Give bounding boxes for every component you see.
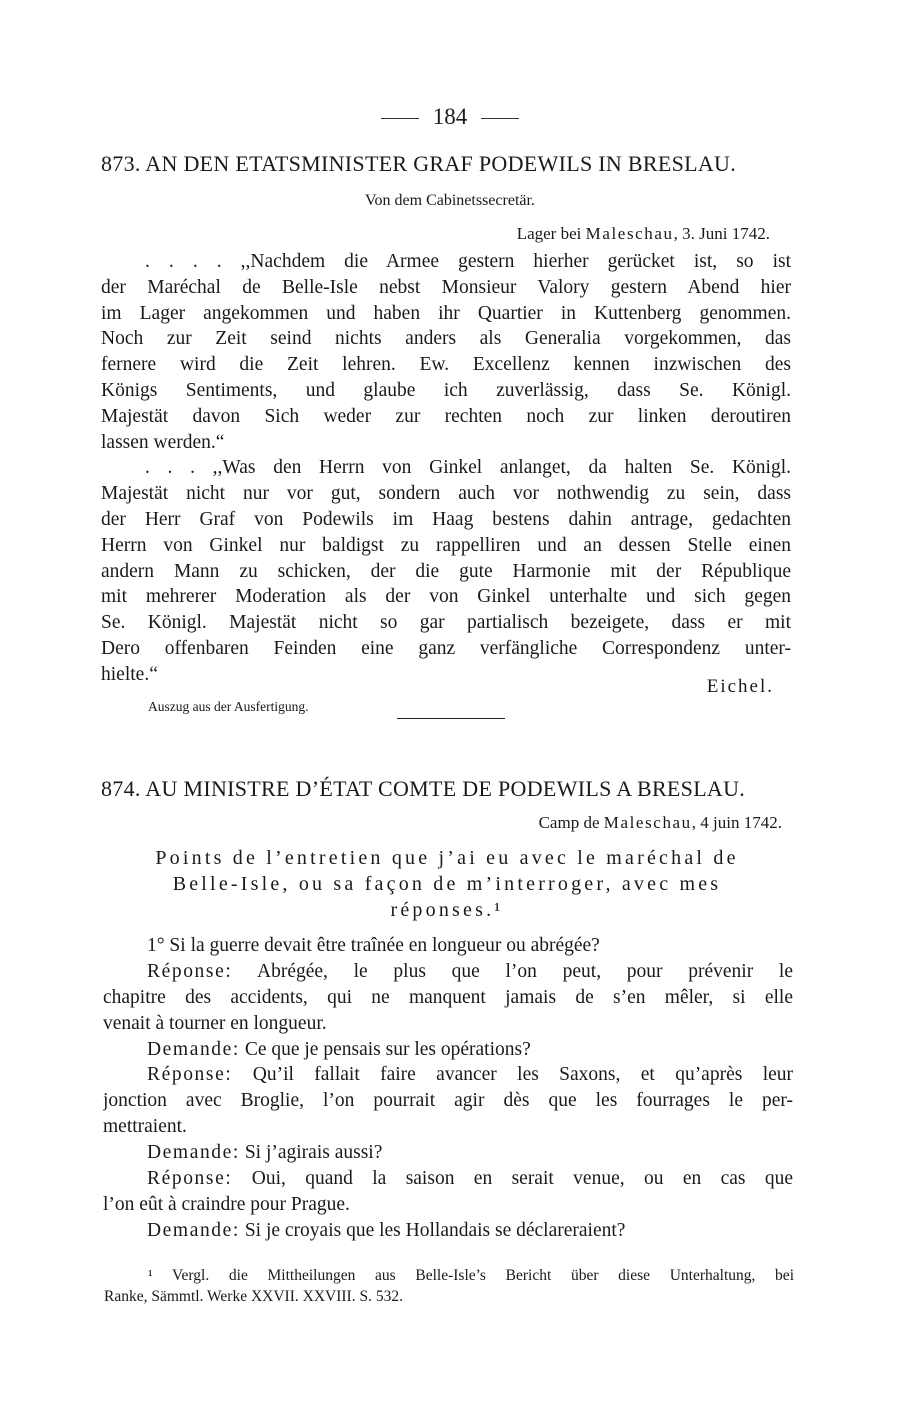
letter-873-heading: 873. AN DEN ETATSMINISTER GRAF PODEWILS IN BRESLAU. [101,151,737,176]
body-line: lassen werden.“ [101,431,225,453]
letter-873-signature: Eichel. [706,676,774,697]
page-number [0,104,900,130]
letter-874-heading: 874. AU MINISTRE D’ÉTAT COMTE DE PODEWILS A BRESLAU. [101,776,746,801]
letter-874-title [101,845,793,923]
item-text: la guerre devait être traînée en longueur ou abrégée? [190,935,600,956]
item-text: Si je croyais que les Hollandais se déclareraient? [244,1219,626,1241]
qa-line [103,1114,793,1140]
dateline-place: Maleschau [585,224,674,243]
qa-line [103,1192,793,1218]
body-line: Dero offenbaren Feinden eine ganz verfängliche Correspondenz unter- [101,637,791,659]
dateline-prefix: Lager bei [516,224,582,243]
title-line: Belle-Isle, ou sa façon de m’interroger, avec mes [172,873,722,895]
letter-873-from: Von dem Cabinetssecretär. [365,192,535,209]
letter-873-body [101,249,791,688]
qa-line [103,959,793,985]
page-number-text: 184 [432,104,468,129]
qa-line [103,933,793,959]
body-line: Noch zur Zeit seind nichts anders als Generalia vorgekommen, das [101,328,791,350]
letter-873-dateline [517,224,770,244]
dateline-prefix: Camp de [538,813,600,832]
qa-line [103,985,793,1011]
body-line: . . . ,,Was den Herrn von Ginkel anlanget, da halten Se. Königl. [145,457,791,479]
item-text: Qu’il fallait faire avancer les Saxons, et qu’après leur [252,1064,793,1086]
qa-line [103,1218,793,1244]
body-line: andern Mann zu schicken, der die gute Harmonie mit der République [101,560,791,582]
dateline-suffix: , 4 juin 1742. [691,813,782,832]
dateline-place: Maleschau [603,813,692,832]
item-label: Réponse: [147,1168,233,1190]
body-line: im Lager angekommen und haben ihr Quartier in Kuttenberg genommen. [101,302,791,324]
item-text: Oui, quand la saison en serait venue, ou en cas que [251,1168,793,1190]
item-label: Réponse: [147,960,233,982]
item-text: Abrégée, le plus que l’on peut, pour prévenir le [257,960,793,982]
footnote-line: Ranke, Sämmtl. Werke XXVII. XXVIII. S. 532. [104,1288,403,1305]
body-line: hielte.“ [101,663,158,685]
body-line: . . . . ,,Nachdem die Armee gestern hierher gerücket ist, so ist [145,251,791,272]
footnote-line: ¹ Vergl. die Mittheilungen aus Belle-Isle’s Bericht über diese Unterhaltung, bei [148,1267,794,1284]
page-number-dash-left [381,118,419,119]
dateline-suffix: , 3. Juni 1742. [673,224,770,243]
letter-874-body [103,933,793,1244]
body-line: der Herr Graf von Podewils im Haag bestens dahin antrage, gedachten [101,508,791,530]
qa-line [103,1011,793,1037]
body-line: Königs Sentiments, und glaube ich zuverlässig, dass Se. Königl. [101,379,791,401]
qa-line [103,1166,793,1192]
item-label: Réponse: [147,1064,233,1086]
item-text: venait à tourner en longueur. [103,1012,327,1034]
qa-line [103,1140,793,1166]
body-line: Se. Königl. Majestät nicht so gar partialisch bezeigete, dass er mit [101,612,791,634]
item-label: Demande: [147,1219,240,1241]
item-text: mettraient. [103,1116,187,1138]
footnote [104,1265,794,1307]
item-label: Demande: [147,1038,240,1060]
body-line: mit mehrerer Moderation als der von Ginkel unterhalte und sich gegen [101,586,791,608]
item-text: l’on eût à craindre pour Prague. [103,1193,350,1215]
body-line: Majestät davon Sich weder zur rechten noch zur linken deroutiren [101,405,791,427]
page-number-dash-right [481,118,519,119]
item-label: 1° Si [147,935,186,956]
item-text: Si j’agirais aussi? [244,1142,383,1164]
letter-874-dateline [539,813,782,833]
title-line: Points de l’entretien que j’ai eu avec le maréchal de [155,847,739,869]
qa-line [103,1037,793,1063]
body-line: der Maréchal de Belle-Isle nebst Monsieur Valory gestern Abend hier [101,276,791,298]
letter-873-source-note: Auszug aus der Ausfertigung. [148,699,309,714]
body-line: fernere wird die Zeit lehren. Ew. Excellenz kennen inzwischen des [101,354,791,376]
body-line: Majestät nicht nur vor gut, sondern auch vor nothwendig zu sein, dass [101,483,791,505]
qa-line [103,1062,793,1088]
title-line: réponses.¹ [390,899,504,921]
item-label: Demande: [147,1142,240,1164]
qa-line [103,1088,793,1114]
body-line: Herrn von Ginkel nur baldigst zu rappelliren und an dessen Stelle einen [101,534,791,556]
section-divider [397,718,505,719]
item-text: Ce que je pensais sur les opérations? [244,1038,531,1060]
item-text: jonction avec Broglie, l’on pourrait agir dès que les fourrages le per- [103,1090,793,1112]
item-text: chapitre des accidents, qui ne manquent jamais de s’en mêler, si elle [103,986,793,1008]
